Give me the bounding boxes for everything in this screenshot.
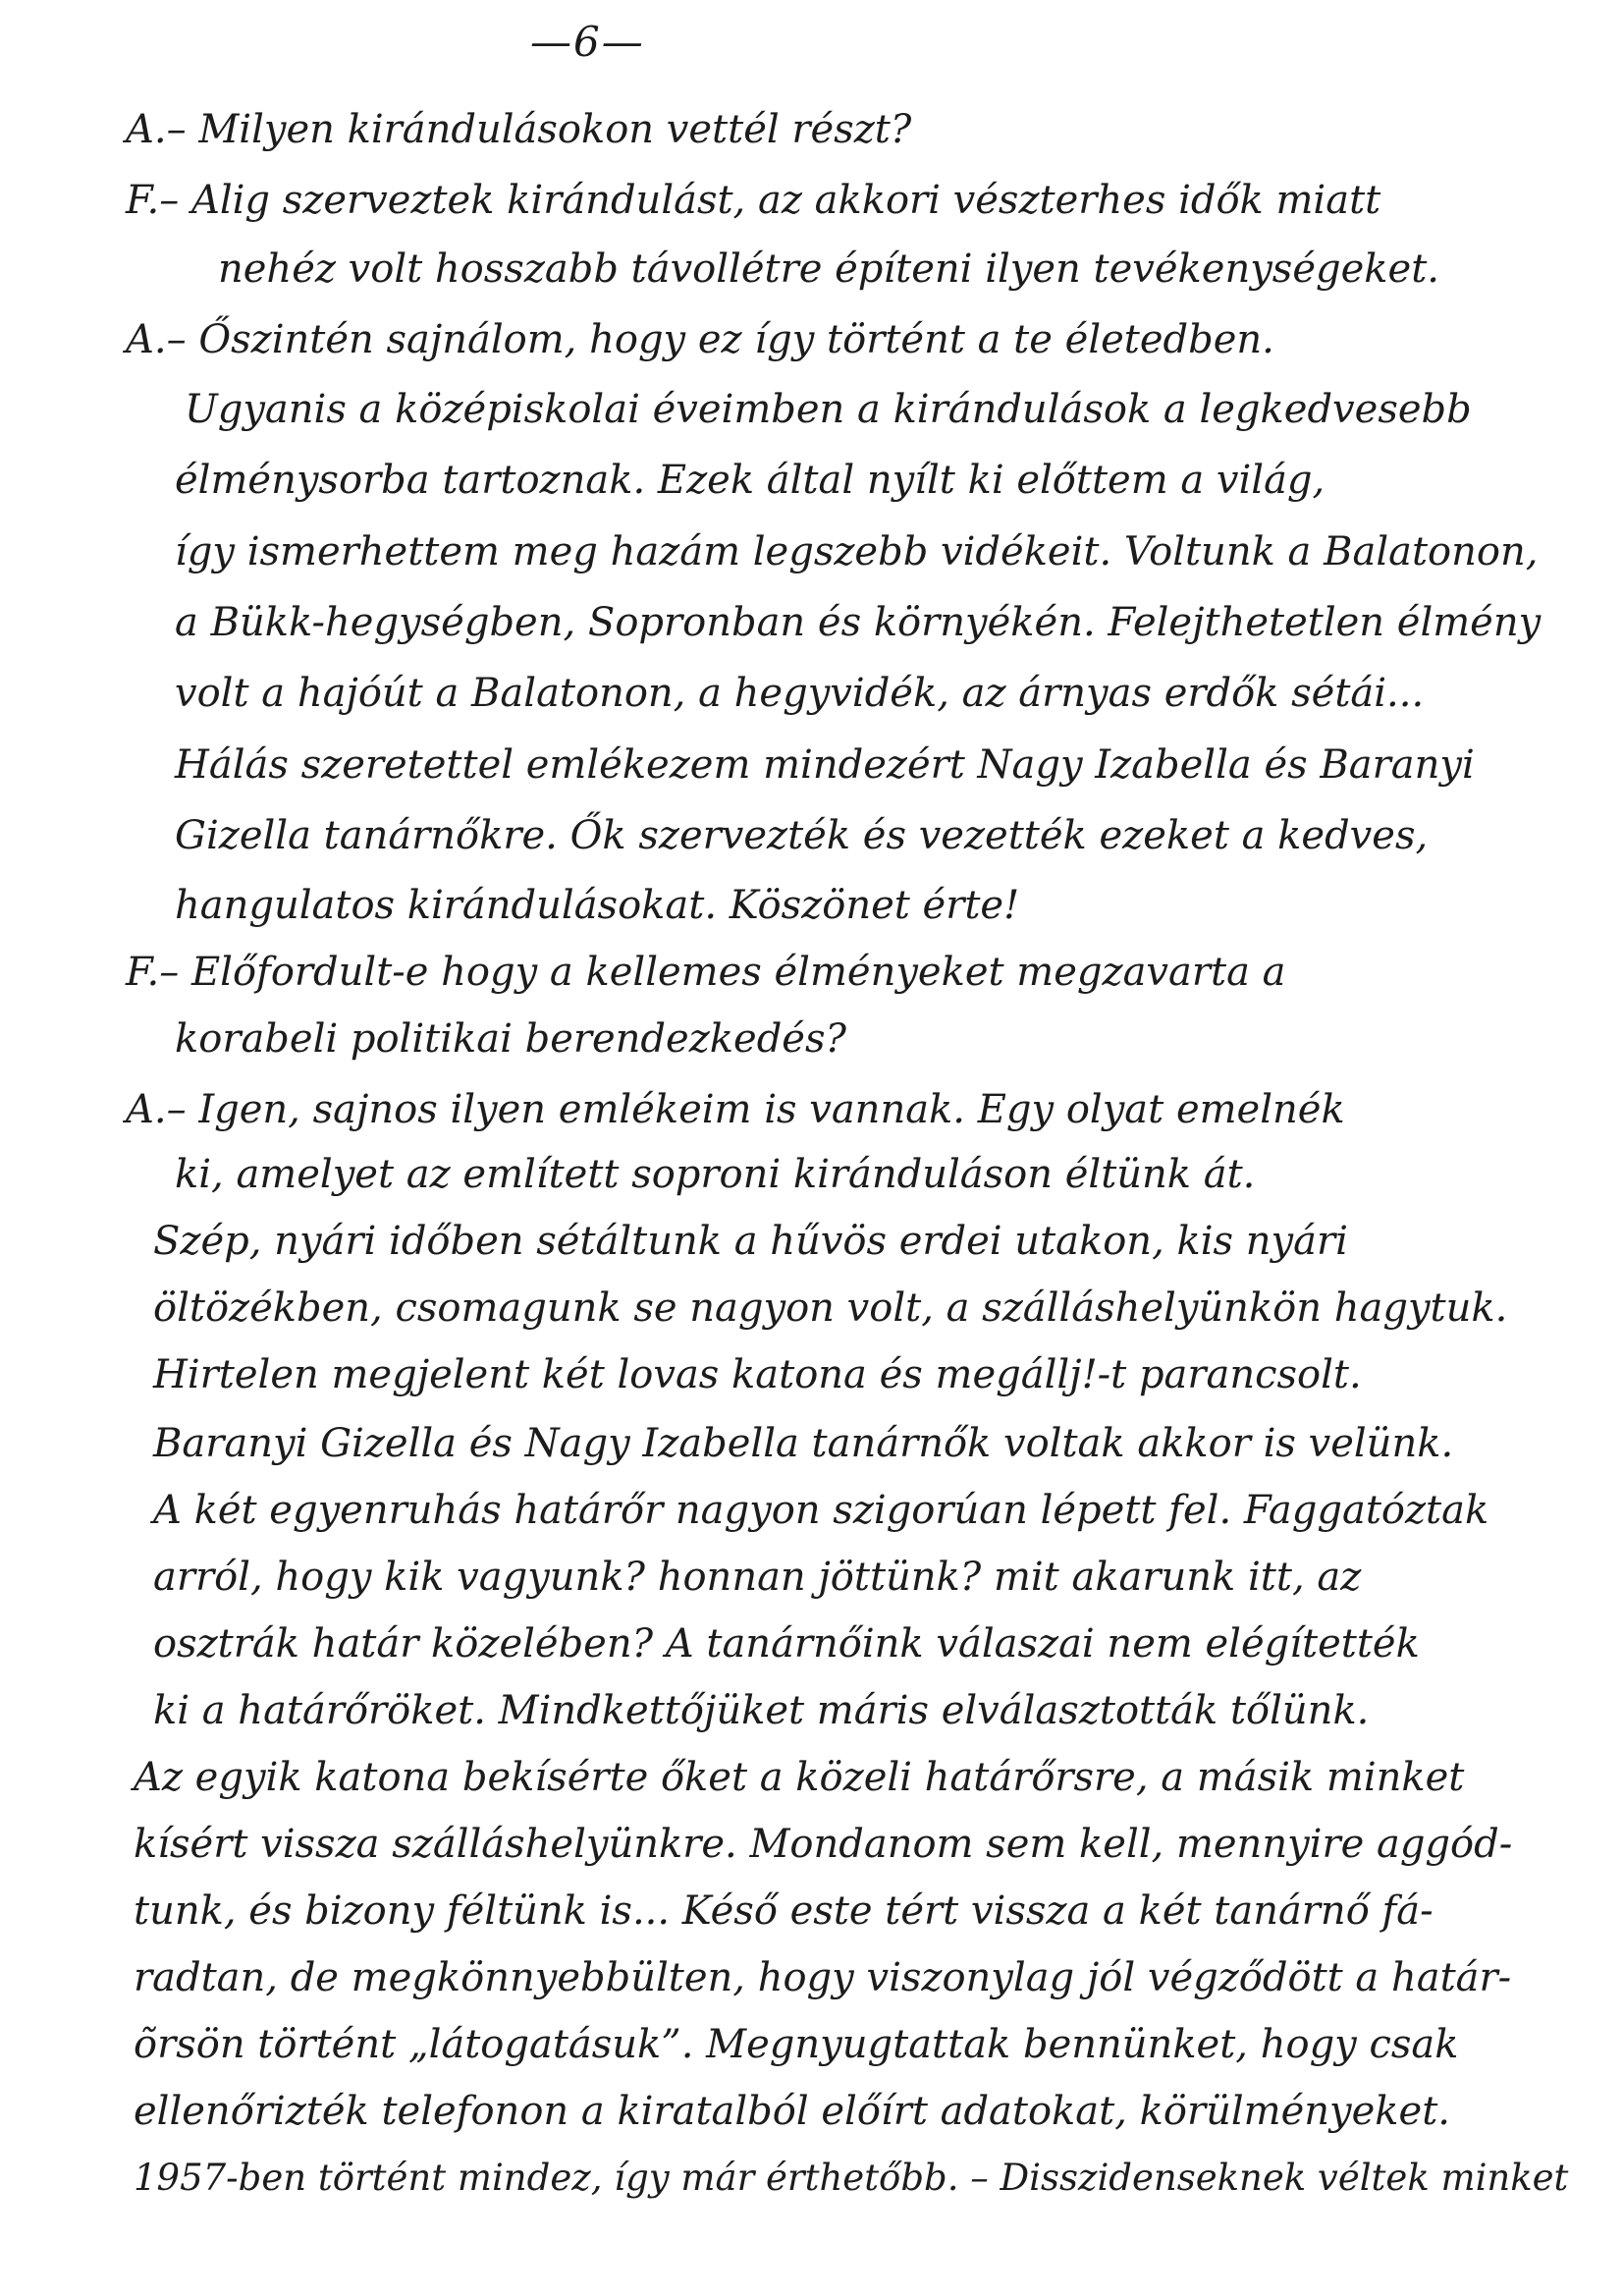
- text-line-20: Baranyi Gizella és Nagy Izabella tanárnők voltak akkor is velünk.: [153, 1421, 1454, 1466]
- text-line-1: A.– Milyen kirándulásokon vettél részt?: [126, 107, 912, 152]
- text-line-13: F.– Előfordult-e hogy a kellemes élményeket megzavarta a: [126, 950, 1286, 995]
- text-line-19: Hirtelen megjelent két lovas katona és megállj!-t parancsolt.: [153, 1352, 1362, 1397]
- text-line-5: Ugyanis a középiskolai éveimben a kirándulások a legkedvesebb: [185, 387, 1472, 432]
- text-line-30: ellenőrizték telefonon a kiratalból előírt adatokat, körülményeket.: [134, 2089, 1450, 2134]
- text-line-6: élménysorba tartoznak. Ezek által nyílt ki előttem a világ,: [175, 458, 1325, 503]
- text-line-26: kísért vissza szálláshelyünkre. Mondanom sem kell, mennyire aggód-: [134, 1822, 1513, 1867]
- text-line-31: 1957-ben történt mindez, így már érthetőbb. – Disszidenseknek véltek minket: [134, 2157, 1569, 2199]
- text-line-4: A.– Őszintén sajnálom, hogy ez így történt a te életedben.: [126, 317, 1274, 362]
- text-line-12: hangulatos kirándulásokat. Köszönet érte!: [175, 883, 1020, 928]
- text-line-2: F.– Alig szerveztek kirándulást, az akkori vészterhes idők miatt: [126, 178, 1381, 223]
- text-line-23: osztrák határ közelében? A tanárnőink válaszai nem elégítették: [153, 1621, 1420, 1667]
- text-line-9: volt a hajóút a Balatonon, a hegyvidék, az árnyas erdők sétái...: [175, 671, 1425, 716]
- text-line-28: radtan, de megkönnyebbülten, hogy viszonylag jól végződött a határ-: [134, 1955, 1512, 2000]
- page-number: —6—: [530, 18, 645, 66]
- text-line-3: nehéz volt hosszabb távollétre építeni ilyen tevékenységeket.: [218, 246, 1439, 292]
- text-line-27: tunk, és bizony féltünk is... Késő este tért vissza a két tanárnő fá-: [134, 1888, 1434, 1934]
- text-line-24: ki a határőröket. Mindkettőjüket máris elválasztották tőlünk.: [153, 1688, 1370, 1733]
- text-line-25: Az egyik katona bekísérte őket a közeli határőrsre, a másik minket: [134, 1755, 1465, 1800]
- text-line-8: a Bükk-hegységben, Sopronban és környékén. Felejthetetlen élmény: [175, 600, 1542, 645]
- text-line-18: öltözékben, csomagunk se nagyon volt, a szálláshelyünkön hagytuk.: [153, 1285, 1508, 1331]
- text-line-14: korabeli politikai berendezkedés?: [175, 1016, 846, 1062]
- text-line-29: õrsön történt „látogatásuk”. Megnyugtattak bennünket, hogy csak: [134, 2022, 1459, 2067]
- text-line-15: A.– Igen, sajnos ilyen emlékeim is vannak. Egy olyat emelnék: [126, 1087, 1345, 1132]
- text-line-11: Gizella tanárnőkre. Ők szervezték és vezették ezeket a kedves,: [175, 813, 1429, 858]
- text-line-16: ki, amelyet az említett soproni kiránduláson éltünk át.: [175, 1152, 1256, 1197]
- text-line-22: arról, hogy kik vagyunk? honnan jöttünk? mit akarunk itt, az: [153, 1555, 1362, 1600]
- text-line-21: A két egyenruhás határőr nagyon szigorúan lépett fel. Faggatóztak: [153, 1488, 1489, 1533]
- text-line-17: Szép, nyári időben sétáltunk a hűvös erdei utakon, kis nyári: [153, 1219, 1348, 1264]
- text-line-7: így ismerhettem meg hazám legszebb vidékeit. Voltunk a Balatonon,: [175, 529, 1539, 574]
- text-line-10: Hálás szeretettel emlékezem mindezért Nagy Izabella és Baranyi: [175, 742, 1475, 788]
